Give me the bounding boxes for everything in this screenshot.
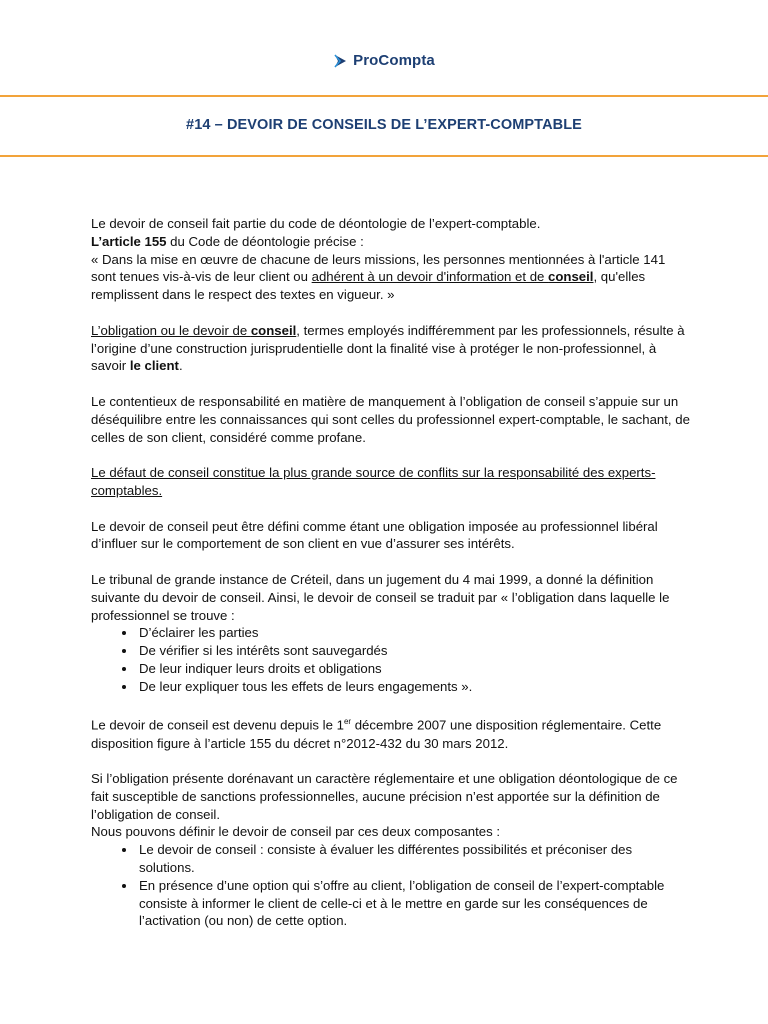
list-item: • En présence d’une option qui s’offre au client, l’obligation de conseil de l’expert-comptable consiste à informer le client de celle-ci et à le mettre en garde sur les conséquences de l’activation (ou non) de cette option.: [137, 877, 691, 930]
obligation-list: [91, 624, 691, 695]
paragraph-reglementaire: Le devoir de conseil est devenu depuis le 1er décembre 2007 une disposition réglementaire. Cette disposition figure à l’article 155 du décret n°2012-432 du 30 mars 2012.: [91, 717, 662, 751]
composantes-list: [91, 841, 691, 930]
paragraph-composantes: Nous pouvons définir le devoir de conseil par ces deux composantes :: [91, 824, 501, 840]
bottom-divider: [0, 155, 768, 157]
top-divider: [0, 95, 768, 97]
list-item: • De vérifier si les intérêts sont sauvegardés: [137, 642, 691, 660]
document-body: [91, 215, 691, 930]
list-item: • Le devoir de conseil : consiste à évaluer les différentes possibilités et préconiser des solutions.: [137, 841, 691, 877]
procompta-logo: [0, 52, 768, 69]
paragraph-contentieux: Le contentieux de responsabilité en matière de manquement à l’obligation de conseil s’appuie sur un déséquilibre entre les connaissances qui sont celles du professionnel expert-comptable, le sachant, de celles de son client, considéré comme profane.: [91, 393, 690, 445]
list-item: • De leur expliquer tous les effets de leurs engagements ».: [137, 678, 691, 696]
brand-name: ProCompta: [353, 52, 435, 69]
procompta-arrow-icon: [333, 53, 349, 69]
paragraph-obligation: L’obligation ou le devoir de conseil, termes employés indifféremment par les professionnels, résulte à l’origine d’une construction jurisprudentielle dont la finalité vise à protéger le non-professionnel, à savoir le client.: [91, 322, 685, 374]
document-title: #14 – DEVOIR DE CONSEILS DE L’EXPERT-COMPTABLE: [186, 117, 582, 133]
paragraph-definition: Le devoir de conseil peut être défini comme étant une obligation imposée au professionnel libéral d’influer sur le comportement de son client en vue d’assurer ses intérêts.: [91, 518, 658, 552]
paragraph-deontologique: Si l’obligation présente dorénavant un caractère réglementaire et une obligation déontologique de ce fait susceptible de sanctions professionnelles, aucune précision n’est apportée sur la définition de l’obligation de conseil.: [91, 771, 678, 822]
paragraph-defaut: Le défaut de conseil constitue la plus grande source de conflits sur la responsabilité des experts-comptables.: [91, 465, 656, 498]
list-item: • D’éclairer les parties: [137, 624, 691, 642]
list-item: • De leur indiquer leurs droits et obligations: [137, 660, 691, 678]
paragraph-intro: Le devoir de conseil fait partie du code de déontologie de l’expert-comptable. L’article 155 du Code de déontologie précise : « Dans la mise en œuvre de chacune de leurs missions, les personnes mentionnées à l'article 141 sont tenues vis-à-vis de leur client ou adhérent à un devoir d'information et de conseil, qu'elles remplissent dans le respect des textes en vigueur. »: [91, 216, 666, 303]
paragraph-tribunal: Le tribunal de grande instance de Créteil, dans un jugement du 4 mai 1999, a donné la définition suivante du devoir de conseil. Ainsi, le devoir de conseil se traduit par « l’obligation dans laquelle le professionnel se trouve :: [91, 571, 670, 623]
